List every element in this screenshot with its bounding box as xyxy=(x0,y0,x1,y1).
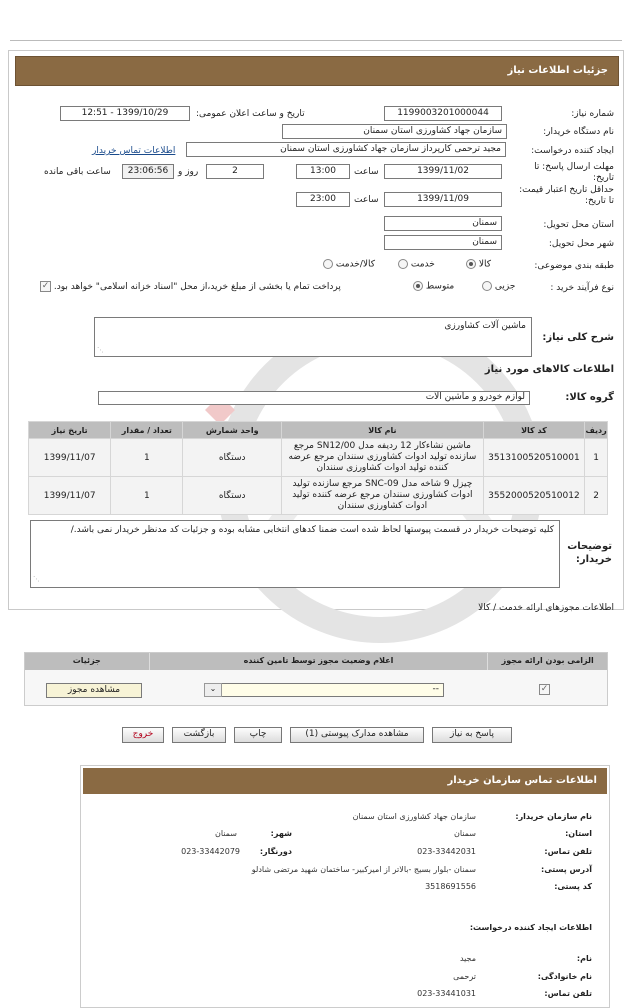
process-minor-option[interactable]: جزیی xyxy=(482,281,515,292)
col-row: ردیف xyxy=(585,422,608,439)
validity-time-label: ساعت xyxy=(354,195,379,205)
goods-group-field: لوازم خودرو و ماشین آلات xyxy=(98,391,530,405)
buyer-contact-link[interactable]: اطلاعات تماس خریدار xyxy=(92,146,176,156)
contact-address-label: آدرس پستی: xyxy=(541,865,592,874)
contact-province-label: استان: xyxy=(565,829,592,838)
reply-time-label: ساعت xyxy=(354,167,379,177)
remaining-time-field: 23:06:56 xyxy=(122,164,174,179)
exit-button[interactable]: خروج xyxy=(122,727,164,743)
process-medium-option[interactable]: متوسط xyxy=(413,281,454,292)
contact-city: سمنان xyxy=(214,829,237,838)
contact-fax: 023-33442079 xyxy=(181,847,240,856)
city-label: شهر محل تحویل: xyxy=(548,239,614,249)
creator-last-name: ترحمی xyxy=(453,972,476,981)
category-goods-option[interactable]: کالا xyxy=(466,259,491,270)
province-label: استان محل تحویل: xyxy=(543,220,614,230)
permits-title: اطلاعات مجوزهای ارائه خدمت / کالا xyxy=(478,603,614,613)
validity-date-field: 1399/11/09 xyxy=(384,192,502,207)
contact-postal: 3518691556 xyxy=(425,882,476,891)
table-row: 2 3552000520510012 چیزل 9 شاخه مدل SNC-09 مرجع سازنده تولید ادوات کشاورزی سنندان مرجع عرضه کننده تولید ادوات کشاورزی سنندان دستگاه 1 1399/11/07 xyxy=(29,477,608,515)
contact-city-label: شهر: xyxy=(270,829,292,838)
print-button[interactable]: چاپ xyxy=(234,727,282,743)
validity-label: حداقل تاریخ اعتبار قیمت: تا تاریخ: xyxy=(519,185,614,206)
chevron-down-icon[interactable]: ⌄ xyxy=(204,683,222,697)
days-field: 2 xyxy=(206,164,264,179)
payment-option[interactable]: پرداخت تمام یا بخشی از مبلغ خرید،از محل "اسناد خزانه اسلامی" خواهد بود. ✓ xyxy=(41,281,341,292)
category-both-option[interactable]: کالا/خدمت xyxy=(323,259,375,270)
summary-label: شرح کلی نیاز: xyxy=(542,332,614,343)
contact-card xyxy=(80,765,610,1008)
reply-deadline-label: مهلت ارسال پاسخ: تا تاریخ: xyxy=(534,162,614,183)
goods-group-label: گروه کالا: xyxy=(565,392,614,403)
creator-label: ایجاد کننده درخواست: xyxy=(531,146,614,156)
reply-button[interactable]: پاسخ به نیاز xyxy=(432,727,512,743)
back-button[interactable]: بازگشت xyxy=(172,727,226,743)
announce-field: 1399/10/29 - 12:51 xyxy=(60,106,190,121)
creator-section-title: اطلاعات ایجاد کننده درخواست: xyxy=(469,923,592,932)
summary-textarea: ماشین آلات کشاورزی ⋰ xyxy=(94,317,532,357)
attachments-button[interactable]: مشاهده مدارک پیوستی (1) xyxy=(290,727,424,743)
creator-last-name-label: نام خانوادگی: xyxy=(537,972,592,981)
view-permit-button[interactable]: مشاهده مجوز xyxy=(46,683,142,698)
validity-time-field: 23:00 xyxy=(296,192,350,207)
items-table-wrap xyxy=(28,421,608,515)
creator-first-name: مجید xyxy=(459,954,476,963)
top-divider xyxy=(10,40,622,41)
table-row: 1 3513100520510001 ماشین نشاءکار 12 ردیفه مدل SN12/00 مرجع سازنده تولید ادوات کشاورزی سنندان مرجع عرضه کننده تولید ادوات کشاورزی سنندان دستگاه 1 1399/11/07 xyxy=(29,439,608,477)
col-name: نام کالا xyxy=(282,422,484,439)
items-table xyxy=(28,421,608,515)
contact-org-label: نام سازمان خریدار: xyxy=(515,812,592,821)
col-unit: واحد شمارش xyxy=(183,422,282,439)
city-field: سمنان xyxy=(384,235,502,250)
reply-date-field: 1399/11/02 xyxy=(384,164,502,179)
contact-card-title: اطلاعات تماس سازمان خریدار xyxy=(83,768,607,794)
category-label: طبقه بندی موضوعی: xyxy=(534,261,614,271)
permit-required-checkbox: ✓ xyxy=(540,684,549,694)
col-qty: تعداد / مقدار xyxy=(111,422,183,439)
contact-fax-label: دورنگار: xyxy=(259,847,292,856)
contact-org: سازمان جهاد کشاورزی استان سمنان xyxy=(352,812,476,821)
contact-postal-label: کد پستی: xyxy=(554,882,592,891)
contact-address: سمنان -بلوار بسیج -بالاتر از امیرکبیر- ساختمان شهید مرتضی شادلو xyxy=(251,865,476,874)
announce-label: تاریخ و ساعت اعلان عمومی: xyxy=(196,109,305,119)
buyer-org-field: سازمان جهاد کشاورزی استان سمنان xyxy=(282,124,507,139)
creator-phone: 023-33441031 xyxy=(417,989,476,998)
buyer-org-label: نام دستگاه خریدار: xyxy=(543,127,614,137)
contact-phone: 023-33442031 xyxy=(417,847,476,856)
permit-col-details: جزئیات xyxy=(72,656,101,665)
buyer-notes-label: توضیحات خریدار: xyxy=(567,541,612,565)
permit-status-select[interactable]: -- xyxy=(204,683,444,697)
days-label: روز و xyxy=(178,167,199,177)
col-date: تاریخ نیاز xyxy=(29,422,111,439)
permit-col-status: اعلام وضعیت مجوز توسط تامین کننده xyxy=(149,653,488,670)
process-label: نوع فرآیند خرید : xyxy=(550,283,614,293)
remaining-label: ساعت باقی مانده xyxy=(44,167,111,177)
need-number-field: 1199003201000044 xyxy=(384,106,502,121)
need-number-label: شماره نیاز: xyxy=(571,109,614,119)
category-service-option[interactable]: خدمت xyxy=(398,259,435,270)
reply-time-field: 13:00 xyxy=(296,164,350,179)
col-code: کد کالا xyxy=(483,422,584,439)
page-header: جزئیات اطلاعات نیاز xyxy=(15,56,619,86)
creator-first-name-label: نام: xyxy=(576,954,592,963)
contact-province: سمنان xyxy=(453,829,476,838)
goods-info-title: اطلاعات کالاهای مورد نیاز xyxy=(484,364,614,375)
creator-phone-label: تلفن تماس: xyxy=(544,989,592,998)
creator-field: مجید ترحمی کارپرداز سازمان جهاد کشاورزی استان سمنان xyxy=(186,142,506,157)
buyer-notes-textarea: کلیه توضیحات خریدار در قسمت پیوستها لحاظ شده است ضمنا کدهای انتخابی مشابه بوده و جزئیات کد مدنظر خریدار نمی باشد./ ⋰ xyxy=(30,520,560,588)
contact-phone-label: تلفن تماس: xyxy=(544,847,592,856)
province-field: سمنان xyxy=(384,216,502,231)
permit-col-required: الزامی بودن ارائه مجوز xyxy=(487,653,607,670)
